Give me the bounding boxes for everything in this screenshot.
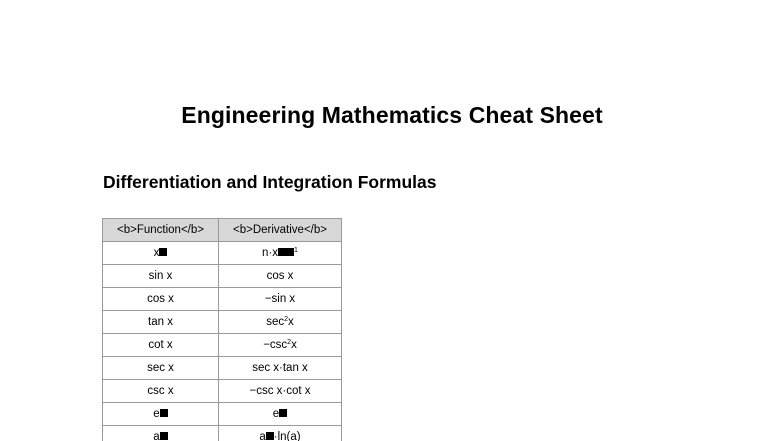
section-heading: Differentiation and Integration Formulas	[103, 172, 437, 192]
cell-derivative: sec x·tan x	[219, 357, 342, 380]
cell-derivative: $-\csc^2x$	[219, 334, 342, 357]
table-row	[103, 357, 342, 380]
table-header-row	[103, 219, 342, 242]
table-row	[103, 403, 342, 426]
missing-glyph-box	[160, 409, 168, 417]
missing-glyph-box	[160, 432, 168, 440]
cell-function: x	[103, 242, 219, 265]
missing-glyph-box	[159, 248, 167, 256]
cell-function: cos x	[103, 288, 219, 311]
cell-function: csc x	[103, 380, 219, 403]
cell-derivative: e	[219, 403, 342, 426]
table-row	[103, 426, 342, 441]
table-row	[103, 334, 342, 357]
cell-derivative: a ·ln(a)	[219, 426, 342, 441]
table-row	[103, 242, 342, 265]
table-body	[103, 242, 342, 441]
column-header-derivative: <b>Derivative</b>	[219, 219, 342, 242]
cell-derivative: $\sec^2x$	[219, 311, 342, 334]
table-row	[103, 311, 342, 334]
cell-function: sin x	[103, 265, 219, 288]
table-row	[103, 288, 342, 311]
cell-function: tan x	[103, 311, 219, 334]
column-header-function: <b>Function</b>	[103, 219, 219, 242]
missing-glyph-box	[278, 248, 286, 256]
cell-derivative: −csc x·cot x	[219, 380, 342, 403]
missing-glyph-box	[266, 432, 274, 440]
formula-table	[102, 218, 342, 441]
cell-function: cot x	[103, 334, 219, 357]
cell-function: sec x	[103, 357, 219, 380]
cell-derivative: cos x	[219, 265, 342, 288]
cell-derivative: n·x $^1$	[219, 242, 342, 265]
table-row	[103, 265, 342, 288]
cell-function: a	[103, 426, 219, 441]
missing-glyph-box	[286, 248, 294, 256]
table-row	[103, 380, 342, 403]
missing-glyph-box	[279, 409, 287, 417]
page-title: Engineering Mathematics Cheat Sheet	[181, 102, 603, 128]
cell-function: e	[103, 403, 219, 426]
cell-derivative: −sin x	[219, 288, 342, 311]
